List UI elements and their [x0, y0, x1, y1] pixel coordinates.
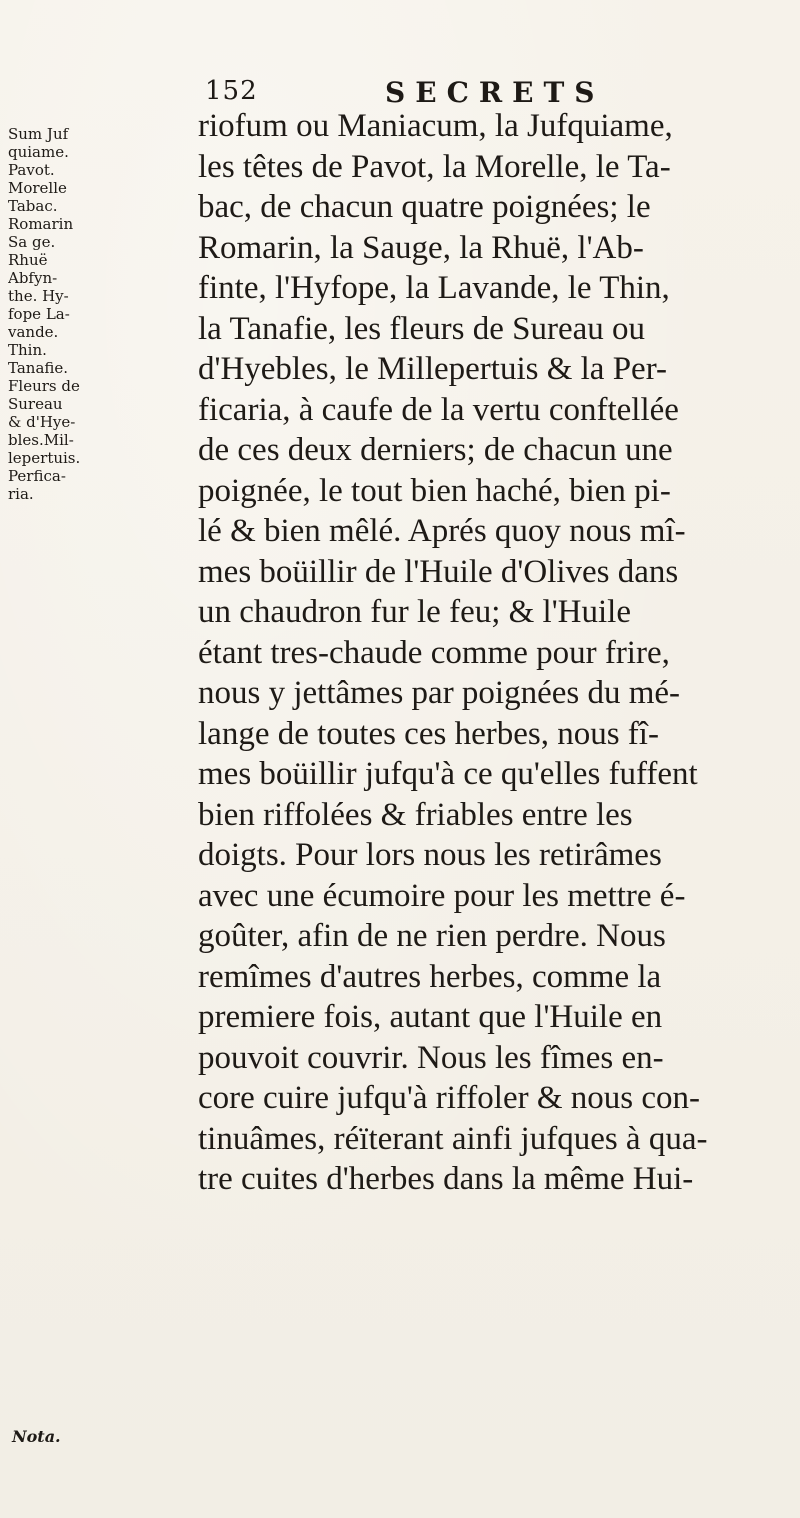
margin-note: Rhuë	[8, 251, 48, 269]
margin-note: Sa ge.	[8, 233, 56, 251]
text-line: lé & bien mêlé. Aprés quoy nous mî-	[198, 513, 686, 549]
text-line: mes boüillir jufqu'à ce qu'elles fuffent	[198, 756, 698, 792]
margin-note: Sum Juf	[8, 125, 69, 143]
margin-note: Fleurs de	[8, 377, 80, 395]
text-line: Romarin, la Sauge, la Rhuë, l'Ab-	[198, 229, 644, 266]
text-line: la Tanafie, les fleurs de Sureau ou	[198, 310, 645, 347]
text-line: riofum ou Maniacum, la Jufquiame,	[198, 108, 673, 144]
margin-note: Thin.	[8, 341, 47, 359]
margin-note: quiame.	[8, 143, 69, 161]
margin-note: Morelle	[8, 179, 67, 197]
text-line: un chaudron fur le feu; & l'Huile	[198, 594, 631, 630]
margin-note: lepertuis.	[8, 449, 81, 467]
text-line: nous y jettâmes par poignées du mé-	[198, 675, 681, 711]
text-line: les têtes de Pavot, la Morelle, le Ta-	[198, 148, 671, 185]
text-line: étant tres-chaude comme pour frire,	[198, 634, 670, 671]
margin-note: Tanafie.	[8, 359, 69, 377]
margin-note: fope La-	[8, 305, 70, 323]
text-line: core cuire jufqu'à riffoler & nous con-	[198, 1080, 700, 1116]
text-line: premiere fois, autant que l'Huile en	[198, 999, 663, 1035]
margin-note: vande.	[8, 323, 59, 341]
text-line: doigts. Pour lors nous les retirâmes	[198, 837, 662, 873]
margin-note: Romarin	[8, 215, 74, 233]
margin-nota: Nota.	[12, 1427, 61, 1446]
margin-note: the. Hy-	[8, 287, 69, 305]
text-line: remîmes d'autres herbes, comme la	[198, 958, 662, 995]
running-title: SECRETS	[385, 76, 605, 109]
text-line: ficaria, à caufe de la vertu conftellée	[198, 391, 679, 428]
margin-note: Pavot.	[8, 161, 55, 179]
text-line: poignée, le tout bien haché, bien pi-	[198, 472, 671, 509]
text-line: d'Hyebles, le Millepertuis & la Per-	[198, 351, 668, 387]
body-text	[198, 106, 788, 1200]
margin-notes	[8, 125, 188, 503]
text-line: avec une écumoire pour les mettre é-	[198, 877, 686, 914]
text-line: goûter, afin de ne rien perdre. Nous	[198, 918, 666, 954]
margin-note: Perfica-	[8, 467, 66, 485]
margin-note: Tabac.	[8, 197, 58, 215]
margin-note: & d'Hye-	[8, 413, 76, 431]
text-line: tinuâmes, réïterant ainfi jufques à qua-	[198, 1120, 708, 1157]
margin-note: Abfyn-	[8, 269, 58, 287]
text-line: mes boüillir de l'Huile d'Olives dans	[198, 553, 679, 590]
text-line: lange de toutes ces herbes, nous fî-	[198, 715, 659, 752]
margin-note: bles.Mil-	[8, 431, 74, 449]
text-line: de ces deux derniers; de chacun une	[198, 432, 673, 468]
margin-note: ria.	[8, 485, 34, 503]
margin-note: Sureau	[8, 395, 63, 413]
text-line: bac, de chacun quatre poignées; le	[198, 189, 651, 225]
text-line: pouvoit couvrir. Nous les fîmes en-	[198, 1039, 664, 1076]
text-line: finte, l'Hyfope, la Lavande, le Thin,	[198, 270, 670, 306]
page-number: 152	[205, 76, 258, 106]
text-line: bien riffolées & friables entre les	[198, 796, 633, 833]
text-line: tre cuites d'herbes dans la même Hui-	[198, 1161, 694, 1197]
